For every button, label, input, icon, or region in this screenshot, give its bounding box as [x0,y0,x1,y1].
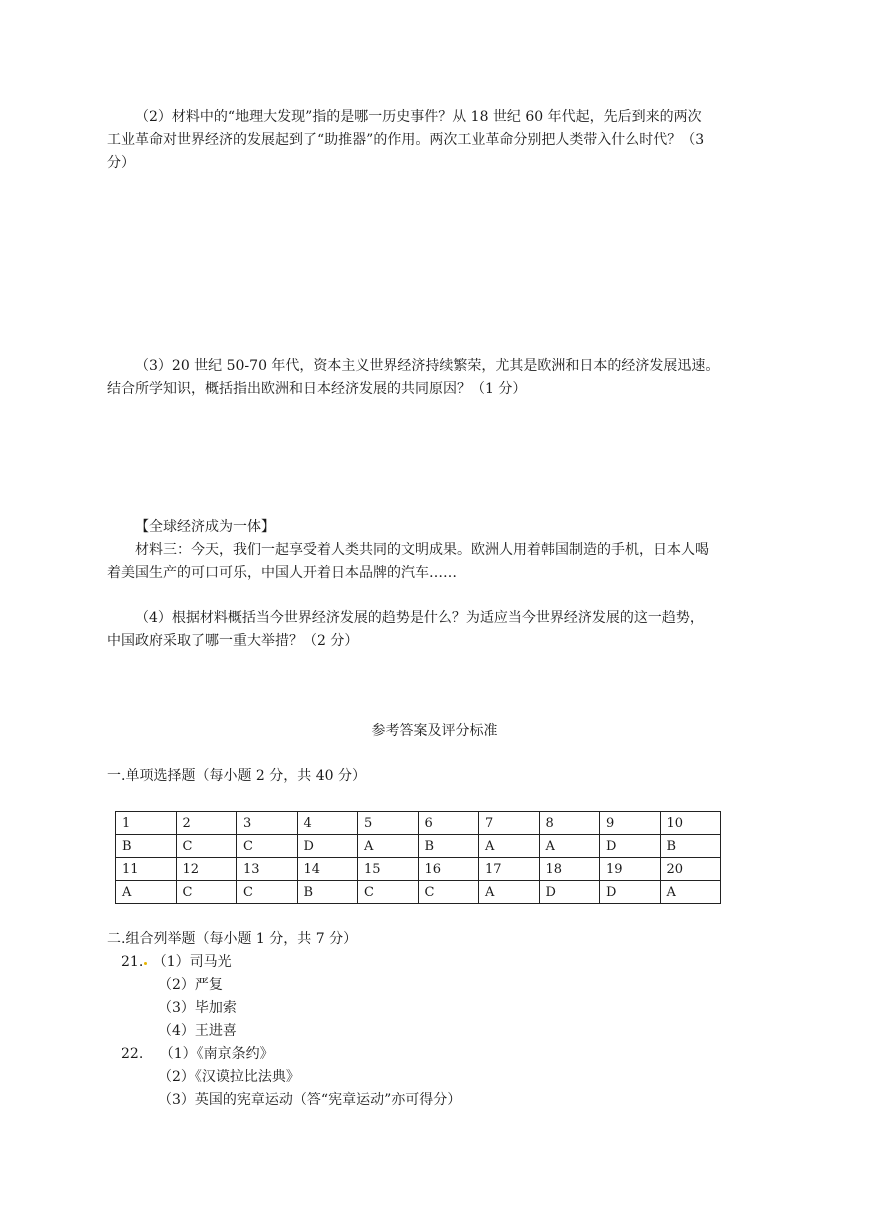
answer-21-item-3: （3）毕加索 [158,1000,237,1016]
answer-21-item-2: （2）严复 [158,977,223,993]
answer-table [115,811,721,904]
table-cell: 17 [479,858,540,881]
material-3-line-2: 着美国生产的可口可乐，中国人开着日本品牌的汽车…… [107,565,457,581]
answer-21-number: 21. [121,954,144,970]
table-cell: D [600,835,661,858]
question-3-line-2: 结合所学知识，概括指出欧洲和日本经济发展的共同原因？（1 分） [107,381,527,397]
table-cell: A [539,835,600,858]
table-cell: 1 [116,812,177,835]
table-cell: A [116,881,177,904]
table-cell: B [297,881,358,904]
question-4-line-2: 中国政府采取了哪一重大举措？（2 分） [107,633,359,649]
answer-21-item-4: （4）王进喜 [158,1023,237,1039]
table-cell: 4 [297,812,358,835]
question-2-line-1: （2）材料中的“地理大发现”指的是哪一历史事件？从 18 世纪 60 年代起，先后到来的两次 [135,109,702,125]
table-cell: 14 [297,858,358,881]
answers-title: 参考答案及评分标准 [371,723,498,739]
table-cell: 13 [237,858,298,881]
table-cell: 6 [418,812,479,835]
answer-22-item-3: （3）英国的宪章运动（答“宪章运动”亦可得分） [158,1092,462,1108]
table-cell: A [479,881,540,904]
answer-21 [121,951,237,1043]
table-cell: 19 [600,858,661,881]
table-cell: D [297,835,358,858]
answer-22-item-2: （2）《汉谟拉比法典》 [158,1069,300,1085]
question-2-line-2-text: 工业革命对世界经济的发展起到了“助推器”的作用。两次工业革命分别把人类带入什么时代？（3 [107,132,705,148]
question-4 [107,607,704,653]
table-cell: 12 [176,858,237,881]
table-cell: C [237,835,298,858]
question-2-line-3: 分） [107,155,135,171]
section-heading: 【全球经济成为一体】 [135,519,275,535]
table-cell: C [418,881,479,904]
table-row [116,812,721,835]
question-3-line-1: （3）20 世纪 50-70 年代，资本主义世界经济持续繁荣，尤其是欧洲和日本的经济发展迅速。 [135,358,720,374]
table-cell: 9 [600,812,661,835]
question-4-line-1: （4）根据材料概括当今世界经济发展的趋势是什么？为适应当今世界经济发展的这一趋势， [135,610,704,626]
table-cell: 5 [358,812,419,835]
table-cell: A [358,835,419,858]
part-2-heading: 二.组合列举题（每小题 1 分，共 7 分） [107,931,358,947]
table-cell: 20 [660,858,721,881]
table-cell: D [539,881,600,904]
table-cell: C [358,881,419,904]
table-cell: A [660,881,721,904]
table-cell: 11 [116,858,177,881]
part-1-heading: 一.单项选择题（每小题 2 分，共 40 分） [107,768,366,784]
table-cell: A [479,835,540,858]
table-cell: 15 [358,858,419,881]
table-cell: 8 [539,812,600,835]
table-cell: C [176,835,237,858]
answer-22-item-1: （1）《南京条约》 [159,1046,274,1062]
table-cell: 16 [418,858,479,881]
table-cell: 3 [237,812,298,835]
table-row [116,881,721,904]
answer-22-number: 22. [121,1046,144,1062]
table-cell: B [660,835,721,858]
answer-22 [121,1043,461,1112]
answer-21-item-1: （1）司马光 [152,954,232,970]
question-2-line-2 [107,129,704,152]
table-cell: 7 [479,812,540,835]
table-cell: 18 [539,858,600,881]
section-global-economy [107,516,709,585]
table-cell: 2 [176,812,237,835]
table-cell: C [176,881,237,904]
question-2 [107,106,704,175]
table-row [116,858,721,881]
table-cell: B [418,835,479,858]
table-cell: B [116,835,177,858]
highlight-dot-icon [144,962,147,965]
table-cell: 10 [660,812,721,835]
table-row [116,835,721,858]
material-3-line-1: 材料三：今天，我们一起享受着人类共同的文明成果。欧洲人用着韩国制造的手机，日本人喝 [135,542,709,558]
table-cell: C [237,881,298,904]
table-cell: D [600,881,661,904]
question-3 [107,355,719,401]
